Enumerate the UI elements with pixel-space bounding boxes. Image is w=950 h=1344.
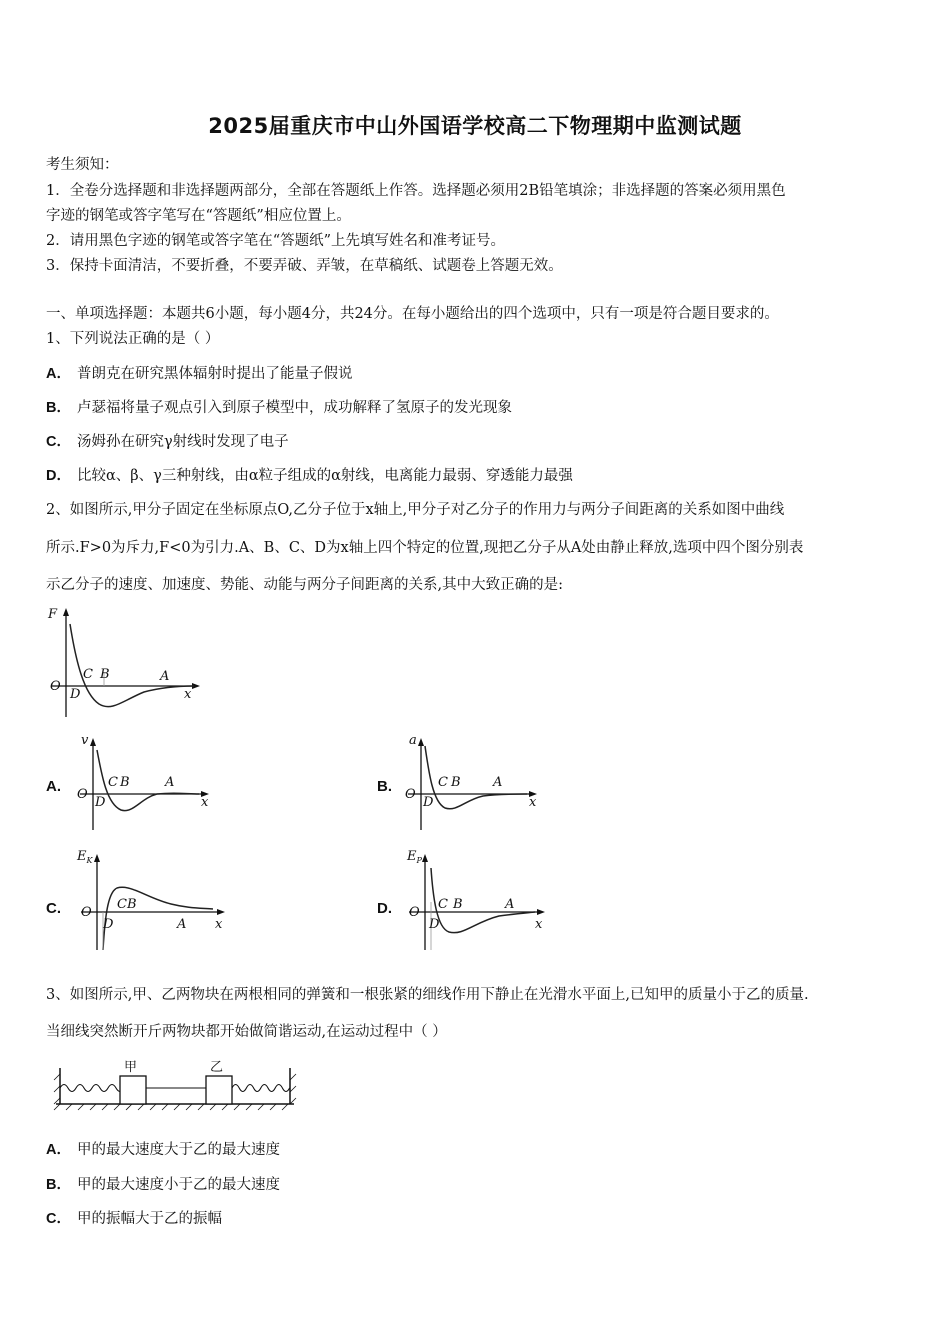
section-heading: 一、单项选择题：本题共6小题，每小题4分，共24分。在每小题给出的四个选项中，只有一项是符合题目要求的。 — [46, 306, 779, 322]
q3-option-c[interactable]: C． 甲的振幅大于乙的振幅 — [46, 1211, 222, 1227]
svg-text:B: B — [120, 775, 130, 790]
svg-text:O: O — [405, 787, 416, 802]
q2-option-a-label[interactable]: A. — [46, 778, 61, 795]
svg-text:O: O — [77, 787, 88, 802]
q1-option-b[interactable]: B． 卢瑟福将量子观点引入到原子模型中，成功解释了氢原子的发光现象 — [46, 400, 512, 416]
point-b: B — [100, 667, 110, 682]
block-yi — [206, 1076, 232, 1104]
q3-option-b[interactable]: B． 甲的最大速度小于乙的最大速度 — [46, 1177, 280, 1193]
svg-text:A: A — [493, 775, 503, 790]
svg-text:O: O — [409, 905, 420, 920]
notice-line-4: 3．保持卡面清洁，不要折叠，不要弄破、弄皱，在草稿纸、试题卷上答题无效。 — [46, 258, 563, 274]
graph-origin: O — [50, 679, 61, 694]
block-jia — [120, 1076, 146, 1104]
svg-text:D: D — [429, 917, 440, 932]
q1-stem: 1、下列说法正确的是（ ） — [46, 331, 220, 347]
q2-stem-line-1: 2、如图所示,甲分子固定在坐标原点O,乙分子位于x轴上,甲分子对乙分子的作用力与两分子间距离的关系如图中曲线 — [46, 502, 785, 518]
svg-text:D: D — [95, 795, 106, 810]
svg-text:C: C — [438, 775, 448, 790]
q2-option-b-label[interactable]: B. — [377, 778, 392, 795]
q2-stem-line-3: 示乙分子的速度、加速度、势能、动能与两分子间距离的关系,其中大致正确的是: — [46, 577, 563, 593]
svg-text:x: x — [215, 917, 223, 932]
kinetic-energy-label: $E_K$ — [77, 849, 93, 865]
q1-option-c[interactable]: C． 汤姆孙在研究γ射线时发现了电子 — [46, 434, 289, 450]
svg-text:O: O — [81, 905, 92, 920]
svg-text:D: D — [103, 917, 114, 932]
notice-line-3: 2．请用黑色字迹的钢笔或答字笔在“答题纸”上先填写姓名和准考证号。 — [46, 233, 506, 249]
notice-line-2: 字迹的钢笔或答字笔写在“答题纸”相应位置上。 — [46, 208, 351, 224]
svg-text:x: x — [535, 917, 543, 932]
svg-text:B: B — [453, 897, 463, 912]
notice-line-1: 1．全卷分选择题和非选择题两部分，全部在答题纸上作答。选择题必须用2B铅笔填涂；非选择题的答案必须用黑色 — [46, 183, 786, 199]
q3-stem-line-1: 3、如图所示,甲、乙两物块在两根相同的弹簧和一根张紧的细线作用下静止在光滑水平面上,已知甲的质量小于乙的质量. — [46, 987, 809, 1003]
q2-option-d-label[interactable]: D. — [377, 900, 392, 917]
q1-option-d[interactable]: D． 比较α、β、γ三种射线，由α粒子组成的α射线，电离能力最弱、穿透能力最强 — [46, 468, 573, 484]
svg-text:B: B — [451, 775, 461, 790]
acceleration-label: a — [409, 733, 417, 748]
notice-heading: 考生须知： — [46, 157, 119, 173]
q2-option-c-label[interactable]: C. — [46, 900, 61, 917]
svg-text:C: C — [438, 897, 448, 912]
q1-option-a[interactable]: A． 普朗克在研究黑体辐射时提出了能量子假说 — [46, 366, 353, 382]
svg-text:A: A — [505, 897, 515, 912]
graph-y-label: F — [48, 607, 58, 622]
svg-text:A: A — [165, 775, 175, 790]
potential-energy-label: $E_P$ — [407, 849, 422, 865]
velocity-label: v — [81, 733, 89, 748]
svg-text:A: A — [177, 917, 187, 932]
velocity-graph[interactable] — [75, 732, 220, 832]
block-jia-label: 甲 — [124, 1060, 138, 1075]
svg-text:x: x — [529, 795, 537, 810]
acceleration-graph[interactable] — [403, 732, 548, 832]
page-title: 2025届重庆市中山外国语学校高二下物理期中监测试题 — [208, 114, 742, 138]
svg-text:D: D — [423, 795, 434, 810]
point-c: C — [83, 667, 93, 682]
svg-text:C: C — [108, 775, 118, 790]
svg-text:CB: CB — [117, 897, 137, 912]
kinetic-energy-graph[interactable] — [75, 846, 235, 954]
point-d: D — [70, 687, 81, 702]
potential-energy-graph[interactable] — [403, 846, 553, 954]
q2-stem-line-2: 所示.F>0为斥力,F<0为引力.A、B、C、D为x轴上四个特定的位置,现把乙分子从A处由静止释放,选项中四个图分别表 — [46, 540, 804, 556]
svg-text:x: x — [201, 795, 209, 810]
force-distance-graph — [44, 602, 204, 722]
q3-option-a[interactable]: A． 甲的最大速度大于乙的最大速度 — [46, 1142, 280, 1158]
point-a: A — [160, 669, 170, 684]
block-yi-label: 乙 — [210, 1060, 224, 1075]
q3-stem-line-2: 当细线突然断开斤两物块都开始做简谐运动,在运动过程中（ ） — [46, 1024, 447, 1040]
graph-x-label: x — [184, 687, 192, 702]
spring-block-diagram — [52, 1054, 302, 1114]
